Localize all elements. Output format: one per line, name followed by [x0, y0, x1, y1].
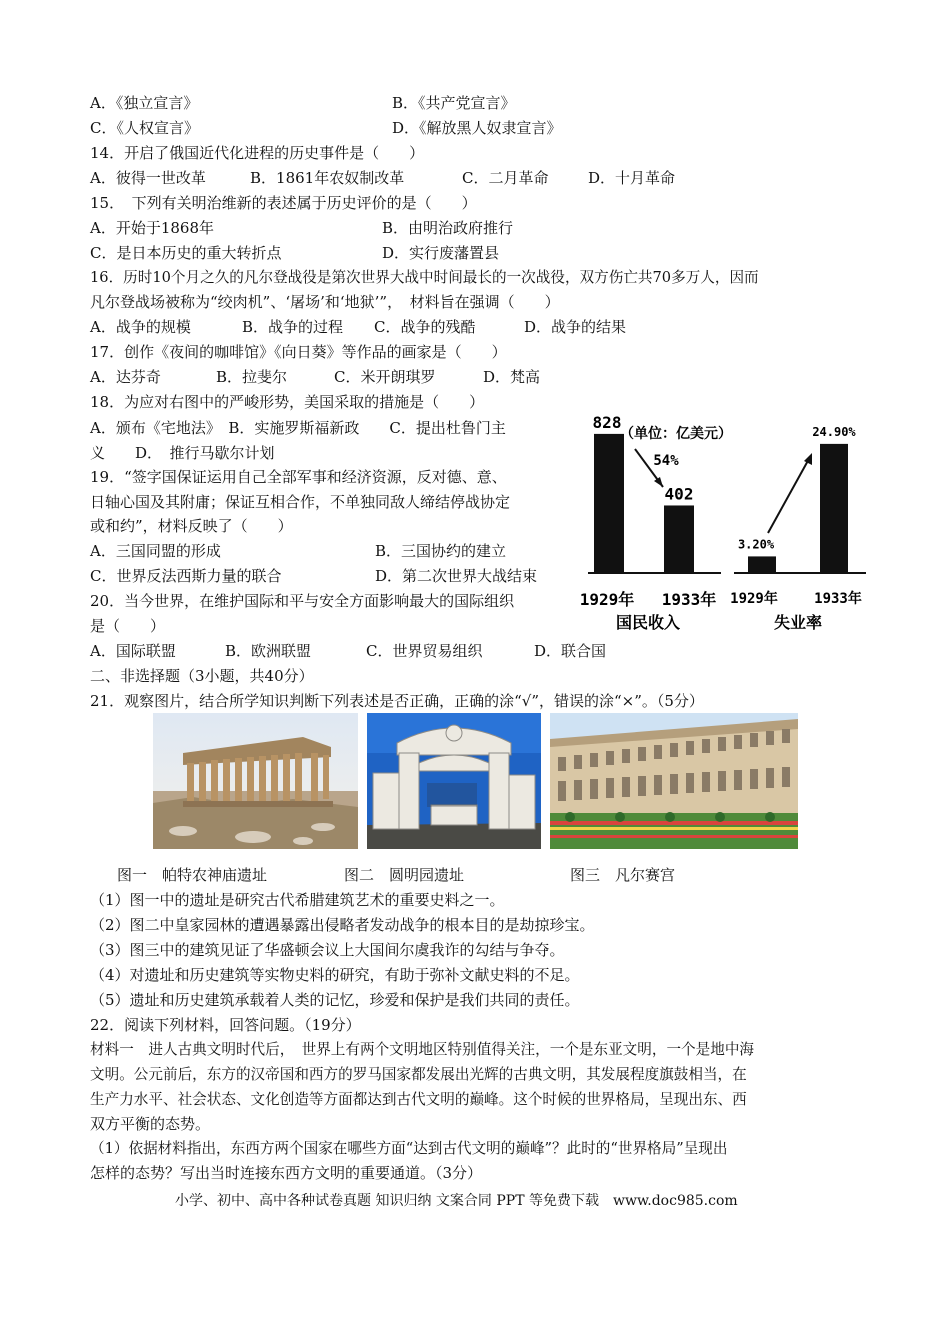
q21-item-4: （4）对遗址和历史建筑等实物史料的研究，有助于弥补文献史料的不足。	[90, 966, 580, 984]
q13-option-c: C．《人权宣言》	[90, 119, 199, 137]
q20-stem-line2: 是（ ）	[90, 617, 166, 635]
q16-option-d: D．战争的结果	[524, 318, 627, 336]
chart1-value-label-1: 828	[592, 412, 622, 432]
chart1-value-label-2: 402	[664, 484, 694, 504]
q17-stem: 17．创作《夜间的咖啡馆》《向日葵》等作品的画家是（ ）	[90, 343, 507, 361]
chart1-arrow-head	[654, 477, 663, 487]
q19-option-b: B．三国协约的建立	[375, 542, 507, 560]
chart1-unit-note: （单位：亿美元）	[620, 426, 732, 442]
q14-option-d: D．十月革命	[588, 169, 676, 187]
q14-option-c: C．二月革命	[462, 169, 549, 187]
caption-figure-1: 图一 帕特农神庙遗址	[117, 866, 268, 884]
chart2-bar-2	[820, 444, 848, 573]
national-income-chart	[580, 413, 732, 632]
q22-material-line1: 材料一 进人古典文明时代后， 世界上有两个文明地区特别值得关注，一个是东亚文明，一个是地中海	[90, 1041, 755, 1058]
q13-options-2	[90, 118, 865, 138]
q19-stem-line3: 或和约”，材料反映了（ ）	[90, 517, 293, 535]
chart1-bar-1	[594, 434, 624, 573]
q15-options-2	[90, 243, 865, 263]
caption-figure-3: 图三 凡尔赛宫	[570, 866, 676, 884]
q19-options	[90, 541, 580, 561]
q19-options-2	[90, 566, 580, 586]
chart1-category-1: 1929年	[579, 590, 635, 609]
q13-option-d: D．《解放黑人奴隶宣言》	[392, 119, 562, 137]
q22-stem: 22．阅读下列材料，回答问题。（19分）	[90, 1016, 361, 1034]
q21-item-2: （2）图二中皇家园林的遭遇暴露出侵略者发动战争的根本目的是劫掠珍宝。	[90, 916, 595, 934]
q17-option-c: C．米开朗琪罗	[334, 368, 436, 386]
q15-option-b: B．由明治政府推行	[382, 219, 514, 237]
q17-options	[90, 367, 865, 387]
q22-material-line2: 文明。公元前后，东方的汉帝国和西方的罗马国家都发展出光辉的古典文明，其发展程度旗鼓相当，在	[90, 1066, 747, 1083]
q20-stem-line1: 20．当今世界，在维护国际和平与安全方面影响最大的国际组织	[90, 592, 515, 610]
q16-option-c: C．战争的残酷	[374, 318, 476, 336]
q18-stem: 18．为应对右图中的严峻形势，美国采取的措施是（ ）	[90, 393, 485, 411]
q20-options	[90, 641, 865, 661]
caption-figure-2: 图二 圆明园遗址	[344, 866, 465, 884]
q16-options	[90, 317, 865, 337]
q19-option-d: D．第二次世界大战结束	[375, 567, 538, 585]
q21-item-3: （3）图三中的建筑见证了华盛顿会议上大国间尔虞我诈的勾结与争夺。	[90, 941, 565, 959]
q14-options	[90, 168, 865, 188]
chart1-title: 国民收入	[615, 613, 681, 632]
chart2-arrow-head	[804, 453, 812, 465]
q15-options	[90, 218, 865, 238]
q20-option-d: D．联合国	[534, 642, 607, 660]
q16-stem-line1: 16．历时10个月之久的凡尔登战役是第次世界大战中时间最长的一次战役，双方伤亡共70多万人，因而	[90, 269, 759, 286]
chart2-category-1: 1929年	[730, 591, 778, 607]
economy-chart	[579, 412, 868, 640]
page-footer: 小学、初中、高中各种试卷真题 知识归纳 文案合同 PPT 等免费下载 www.doc985.com	[175, 1193, 738, 1209]
q20-option-b: B．欧洲联盟	[225, 642, 312, 660]
q13-options	[90, 93, 865, 113]
q22-material-line4: 双方平衡的态势。	[90, 1115, 211, 1133]
q19-option-c: C．世界反法西斯力量的联合	[90, 567, 282, 585]
yuanmingyuan-photo	[367, 713, 541, 849]
chart2-value-label-1: 3.20%	[737, 537, 775, 552]
q20-option-a: A．国际联盟	[90, 642, 176, 660]
q22-question-line2: 怎样的态势？写出当时连接东西方文明的重要通道。（3分）	[90, 1164, 483, 1182]
chart2-category-2: 1933年	[814, 591, 862, 607]
section-heading: 二、非选择题（3小题，共40分）	[90, 667, 314, 685]
chart2-title: 失业率	[773, 613, 823, 632]
q14-option-b: B．1861年农奴制改革	[250, 169, 405, 187]
q16-option-a: A．战争的规模	[90, 318, 191, 336]
q17-option-a: A．达芬奇	[90, 368, 161, 386]
q13-option-a: A．《独立宣言》	[90, 94, 199, 112]
q19-stem-line1: 19．“签字国保证运用自己全部军事和经济资源，反对德、意、	[90, 468, 507, 486]
q19-stem-line2: 日轴心国及其附庸；保证互相合作，不单独同敌人缔结停战协定	[90, 493, 511, 511]
chart1-annotation: 54%	[653, 453, 679, 469]
q16-stem-line2: 凡尔登战场被称为“绞肉机”、‘屠场’和‘地狱’”， 材料旨在强调（ ）	[90, 293, 560, 311]
chart2-bar-1	[748, 556, 776, 573]
q20-option-c: C．世界贸易组织	[366, 642, 483, 660]
parthenon-image	[153, 713, 358, 849]
q22-material-line3: 生产力水平、社会状态、文化创造等方面都达到古代文明的巅峰。这个时候的世界格局，呈现出东、西	[90, 1091, 747, 1108]
chart2-arrow-line	[768, 457, 810, 533]
q15-option-a: A．开始于1868年	[90, 219, 215, 237]
q17-option-b: B．拉斐尔	[216, 368, 288, 386]
q18-options-line1: A．颁布《宅地法》 B．实施罗斯福新政 C．提出杜鲁门主	[90, 419, 506, 437]
yuanmingyuan-image	[367, 713, 541, 849]
q21-item-1: （1）图一中的遗址是研究古代希腊建筑艺术的重要史料之一。	[90, 891, 505, 909]
chart1-bar-2	[664, 505, 694, 573]
chart2-value-label-2: 24.90%	[812, 424, 856, 439]
q17-option-d: D．梵高	[483, 368, 541, 386]
chart1-category-2: 1933年	[661, 590, 717, 609]
versailles-image	[550, 713, 798, 849]
unemployment-chart	[730, 425, 866, 632]
q15-option-d: D．实行废藩置县	[382, 244, 500, 262]
q21-stem: 21．观察图片，结合所学知识判断下列表述是否正确，正确的涂“√”，错误的涂“×”。（5分）	[90, 692, 704, 710]
q22-question-line1: （1）依据材料指出，东西方两个国家在哪些方面“达到古代文明的巅峰”？此时的“世界格局”呈现出	[90, 1140, 728, 1157]
q16-option-b: B．战争的过程	[242, 318, 344, 336]
q14-option-a: A．彼得一世改革	[90, 169, 206, 187]
q15-stem: 15． 下列有关明治维新的表述属于历史评价的是（ ）	[90, 194, 477, 212]
parthenon-photo	[153, 713, 358, 849]
q21-item-5: （5）遗址和历史建筑承载着人类的记忆，珍爱和保护是我们共同的责任。	[90, 991, 580, 1009]
q19-option-a: A．三国同盟的形成	[90, 542, 221, 560]
q18-options-line2: 义 D． 推行马歇尔计划	[90, 444, 275, 462]
q14-stem: 14．开启了俄国近代化进程的历史事件是（ ）	[90, 144, 425, 162]
q15-option-c: C．是日本历史的重大转折点	[90, 244, 282, 262]
q13-option-b: B．《共产党宣言》	[392, 94, 516, 112]
versailles-photo	[550, 713, 798, 849]
